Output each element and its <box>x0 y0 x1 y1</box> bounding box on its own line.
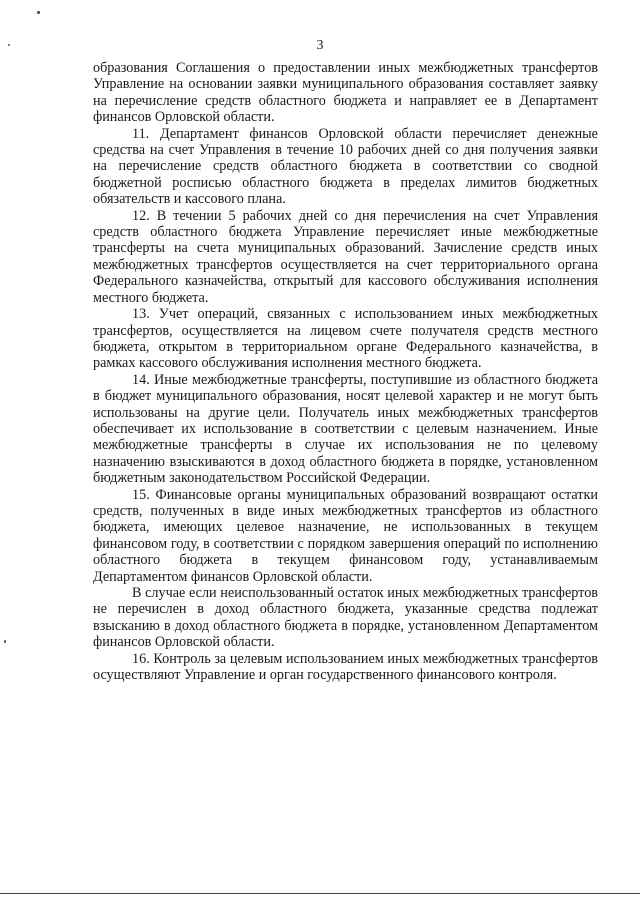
scan-speck <box>4 640 6 643</box>
scan-speck <box>37 11 40 14</box>
paragraph-item-15: 15. Финансовые органы муниципальных образований возвращают остатки средств, полученных в виде иных межбюджетных трансфертов из областного бюджета, имеющих целевое назначение, не использованных в текущем финансовом году, в соответствии с порядком завершения операций по исполнению областного бюджета в текущем финансовом году, устанавливаемым Департаментом финансов Орловской области. <box>93 486 598 585</box>
paragraph-item-14: 14. Иные межбюджетные трансферты, поступившие из областного бюджета в бюджет муниципального образования, носят целевой характер и не могут быть использованы на другие цели. Получатель иных межбюджетных трансфертов обеспечивает их использование в соответствии с целевым назначением. Иные межбюджетные трансферты в случае их использования не по целевому назначению взыскиваются в доход областного бюджета в порядке, установленном бюджетным законодательством Российской Федерации. <box>93 371 598 487</box>
scan-bottom-edge <box>0 893 640 894</box>
document-body <box>93 60 598 683</box>
paragraph-item-11: 11. Департамент финансов Орловской области перечисляет денежные средства на счет Управления в течение 10 рабочих дней со дня получения заявки на перечисление средств областного бюджета в соответствии со сводной бюджетной росписью областного бюджета в пределах лимитов бюджетных обязательств и кассового плана. <box>93 125 598 208</box>
paragraph-unused-balance: В случае если неиспользованный остаток иных межбюджетных трансфертов не перечислен в доход областного бюджета, указанные средства подлежат взысканию в доход областного бюджета в порядке, установленном Департаментом финансов Орловской области. <box>93 585 598 651</box>
paragraph-continuation: образования Соглашения о предоставлении иных межбюджетных трансфертов Управление на основании заявки муниципального образования составляет заявку на перечисление средств областного бюджета и направляет ее в Департамент финансов Орловской области. <box>93 60 598 126</box>
page-number: 3 <box>316 38 324 53</box>
paragraph-item-13: 13. Учет операций, связанных с использованием иных межбюджетных трансфертов, осуществляется на лицевом счете получателя средств местного бюджета, открытом в территориальном органе Федерального казначейства, в рамках кассового обслуживания исполнения местного бюджета. <box>93 306 598 372</box>
paragraph-item-16: 16. Контроль за целевым использованием иных межбюджетных трансфертов осуществляют Управление и орган государственного финансового контроля. <box>93 650 598 684</box>
paragraph-item-12: 12. В течении 5 рабочих дней со дня перечисления на счет Управления средств областного бюджета Управление перечисляет иные межбюджетные трансферты на счета муниципальных образований. Зачисление средств иных межбюджетных трансфертов осуществляется на счет территориального органа Федерального казначейства, открытый для кассового обслуживания исполнения местного бюджета. <box>93 207 598 306</box>
